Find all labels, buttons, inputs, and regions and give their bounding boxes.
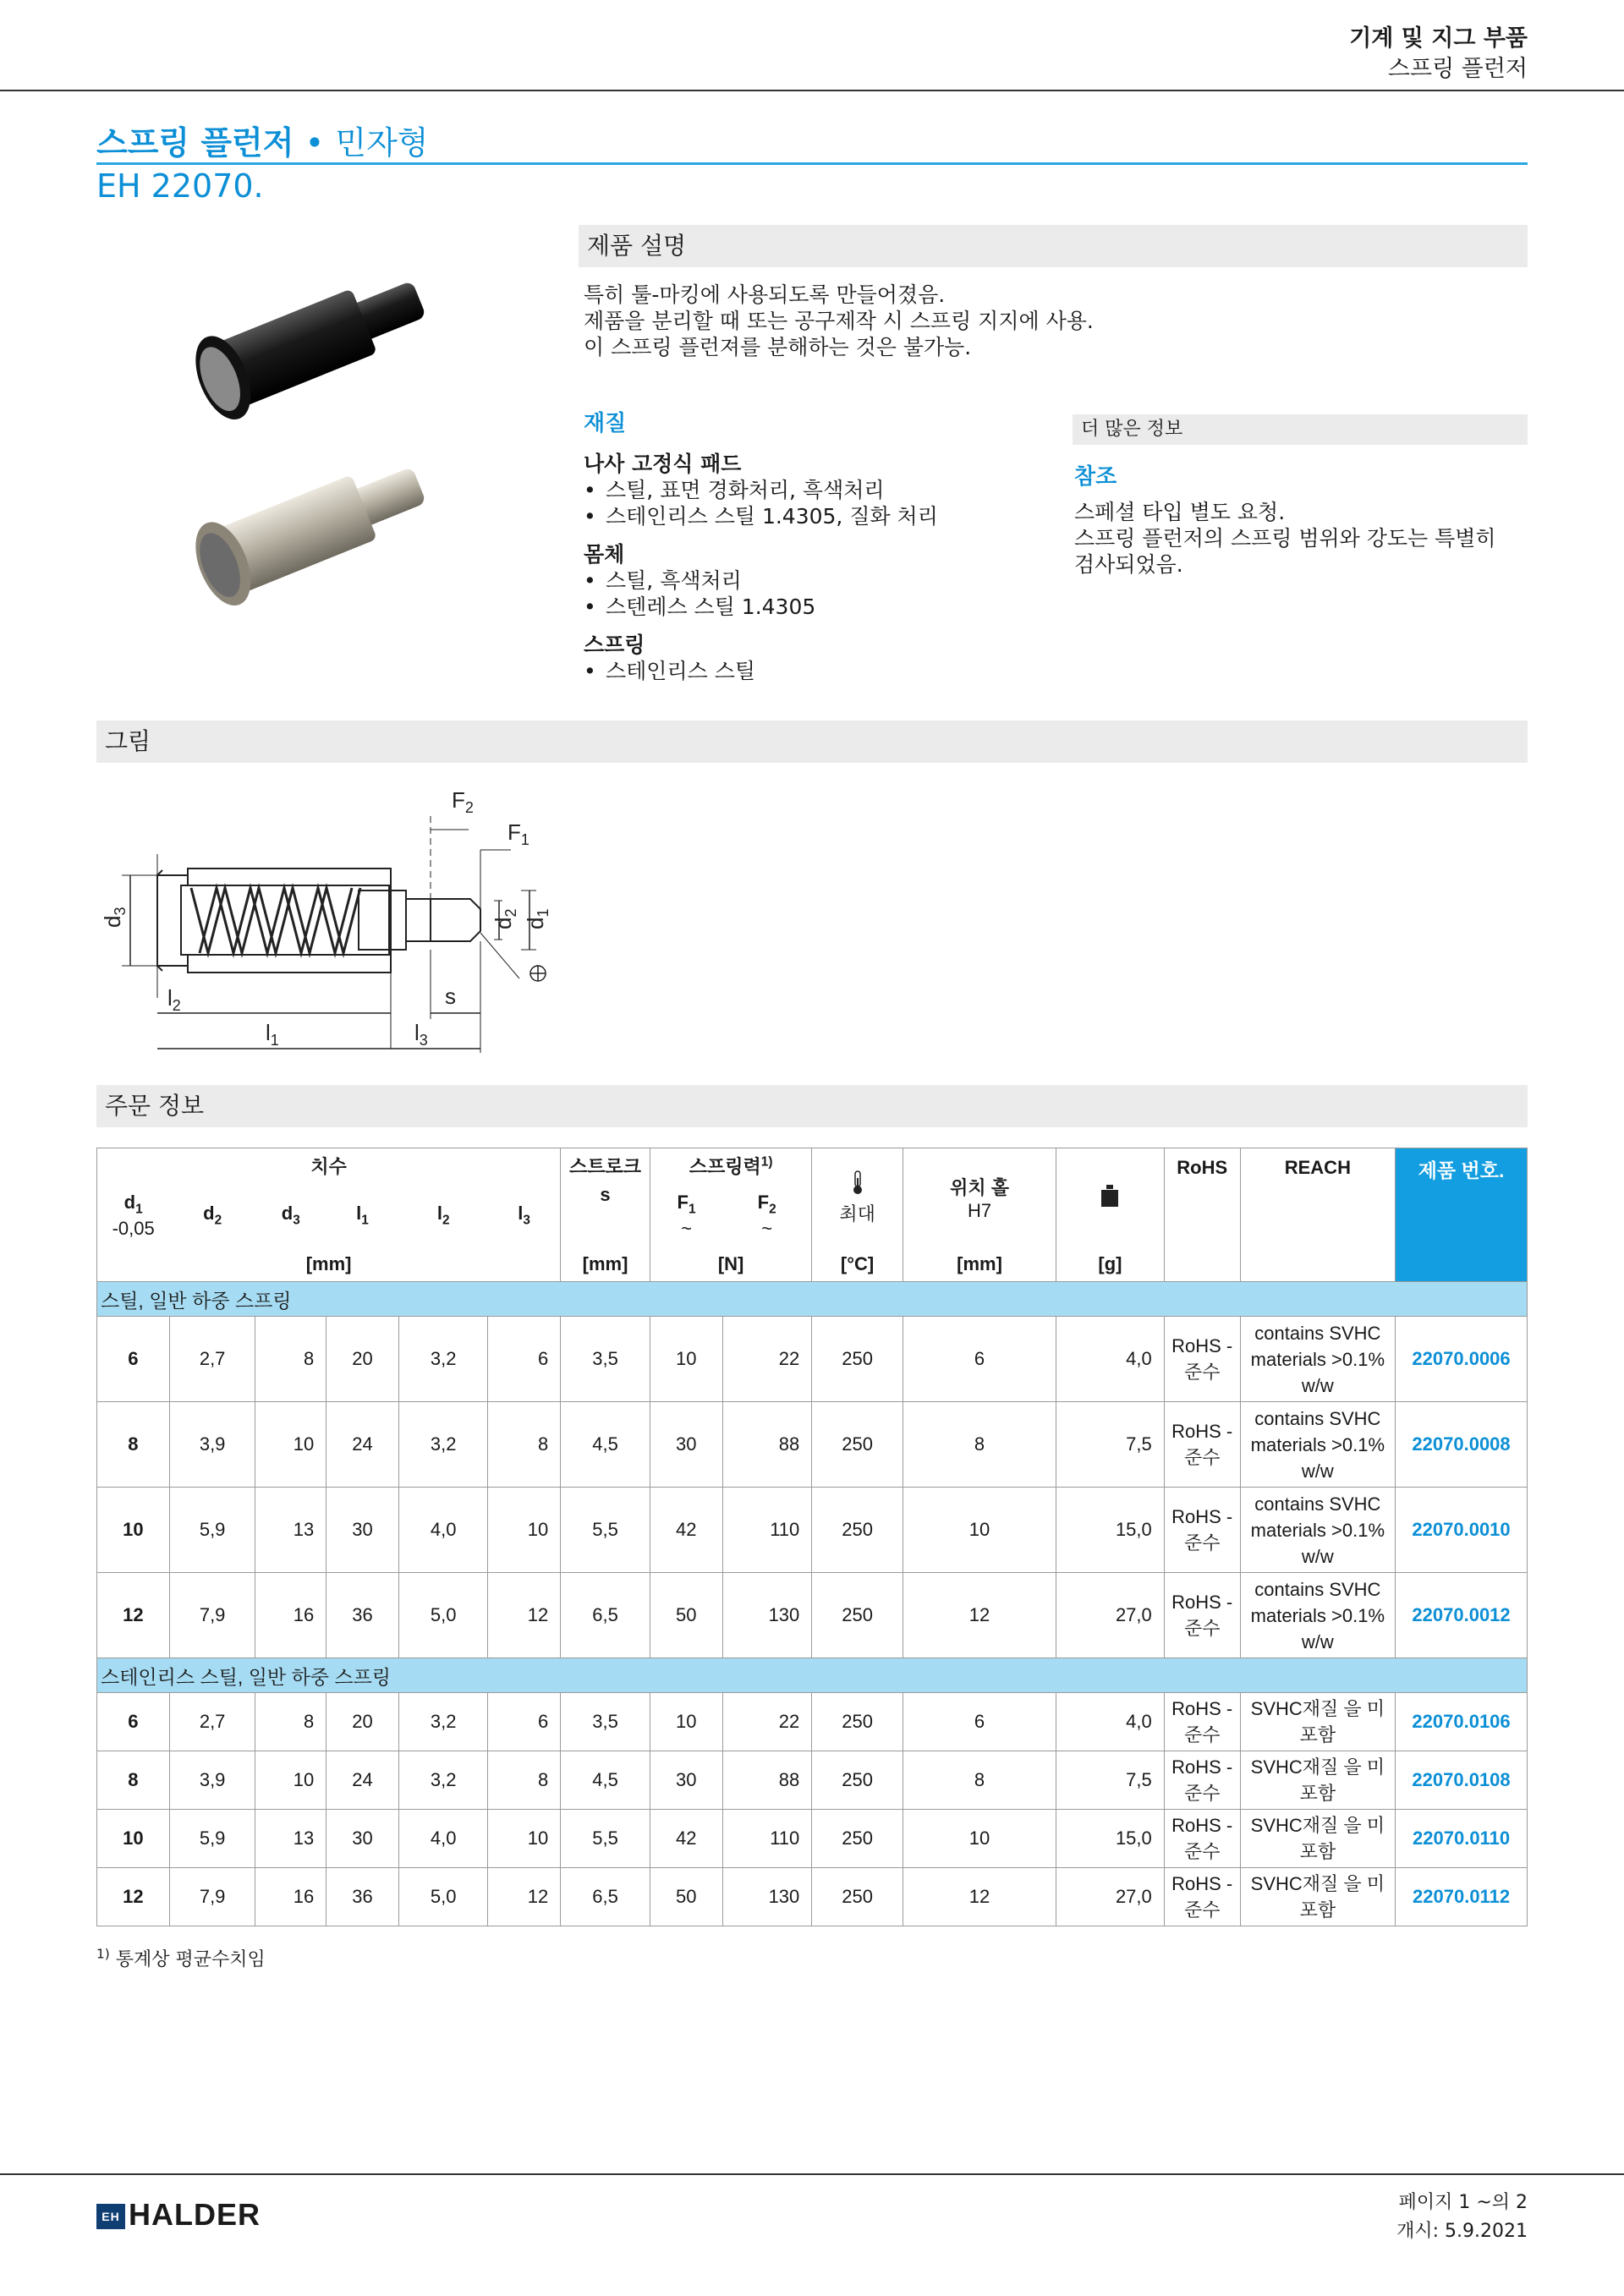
cell-no[interactable]: 22070.0112: [1396, 1868, 1528, 1926]
d3-header: $d_3$: [255, 1184, 326, 1248]
label-f1: $F_1$: [508, 819, 529, 848]
reach-header: REACH: [1240, 1148, 1395, 1282]
cell-temp: 250: [812, 1693, 903, 1751]
description-line: 이 스프링 플런져를 분해하는 것은 불가능.: [584, 335, 972, 359]
cell-d3: 16: [255, 1573, 326, 1658]
cell-hole: 8: [903, 1751, 1056, 1810]
cell-d3: 13: [255, 1488, 326, 1573]
cell-rohs: RoHS - 준수: [1164, 1751, 1240, 1810]
header-divider: [0, 90, 1624, 91]
label-f2: $F_2$: [452, 787, 474, 816]
cell-temp: 250: [812, 1810, 903, 1868]
product-no-header: 제품 번호.: [1396, 1148, 1528, 1282]
weight-unit: [g]: [1056, 1248, 1165, 1282]
cell-temp: 250: [812, 1573, 903, 1658]
footnote: $^{1)}$ 통계상 평균수치임: [96, 1946, 266, 1970]
stroke-s-header: s: [561, 1184, 650, 1248]
cell-l1: 30: [326, 1810, 399, 1868]
cell-reach: SVHC재질 을 미포함: [1240, 1868, 1395, 1926]
cell-rohs: RoHS - 준수: [1164, 1810, 1240, 1868]
cell-l2: 3,2: [398, 1751, 488, 1810]
rohs-header: RoHS: [1164, 1148, 1240, 1282]
label-d1: $d_1$: [523, 908, 551, 929]
cell-rohs: RoHS - 준수: [1164, 1488, 1240, 1573]
cell-rohs: RoHS - 준수: [1164, 1573, 1240, 1658]
label-l1: $l_1$: [266, 1020, 279, 1049]
cell-weight: 27,0: [1056, 1868, 1165, 1926]
cell-f2: 110: [722, 1810, 812, 1868]
cell-f2: 88: [722, 1751, 812, 1810]
cell-d2: 7,9: [169, 1573, 255, 1658]
l3-header: $l_3$: [488, 1184, 561, 1248]
cell-d2: 3,9: [169, 1402, 255, 1488]
cell-l1: 20: [326, 1317, 399, 1402]
cell-d1: 6: [97, 1317, 170, 1402]
stroke-unit: [mm]: [561, 1248, 650, 1282]
thermometer-icon: [851, 1170, 864, 1195]
cell-temp: 250: [812, 1402, 903, 1488]
document-category: [1349, 24, 1528, 85]
f2-header: $F_2$ ~: [722, 1184, 812, 1248]
cell-l2: 3,2: [398, 1402, 488, 1488]
material-heading: 재질: [584, 411, 627, 436]
spring-plunger-image: [186, 254, 491, 693]
cell-l3: 10: [488, 1488, 561, 1573]
cell-temp: 250: [812, 1751, 903, 1810]
order-table: [96, 1148, 1528, 1926]
cell-d1: 6: [97, 1693, 170, 1751]
note-line: 스페셜 타입 별도 요청.: [1074, 500, 1286, 524]
cell-weight: 4,0: [1056, 1317, 1165, 1402]
l1-header: $l_1$: [326, 1184, 399, 1248]
cell-no[interactable]: 22070.0008: [1396, 1402, 1528, 1488]
cell-f2: 130: [722, 1868, 812, 1926]
hole-unit: [mm]: [903, 1248, 1056, 1282]
cell-hole: 10: [903, 1488, 1056, 1573]
drawing-heading: 그림: [96, 721, 1528, 763]
cell-d2: 3,9: [169, 1751, 255, 1810]
cell-d2: 5,9: [169, 1810, 255, 1868]
cell-temp: 250: [812, 1868, 903, 1926]
label-d3: $d_3$: [100, 907, 129, 928]
cell-l2: 4,0: [398, 1488, 488, 1573]
cell-f1: 42: [650, 1488, 722, 1573]
cell-hole: 12: [903, 1868, 1056, 1926]
cell-hole: 6: [903, 1317, 1056, 1402]
table-row: [97, 1317, 1528, 1402]
cell-no[interactable]: 22070.0006: [1396, 1317, 1528, 1402]
table-row: [97, 1693, 1528, 1751]
group-row: [97, 1282, 1528, 1317]
table-row: [97, 1868, 1528, 1926]
cell-f2: 88: [722, 1402, 812, 1488]
cell-weight: 15,0: [1056, 1810, 1165, 1868]
more-info-heading: 더 많은 정보: [1073, 414, 1528, 445]
product-description-heading: 제품 설명: [579, 225, 1528, 267]
cell-hole: 12: [903, 1573, 1056, 1658]
dims-header: 치수: [97, 1148, 561, 1184]
logo-mark-icon: EH: [96, 2204, 125, 2229]
cell-f2: 22: [722, 1693, 812, 1751]
cell-f2: 130: [722, 1573, 812, 1658]
material-group-title: 스프링: [584, 633, 645, 657]
label-l3: $l_3$: [414, 1020, 428, 1049]
product-name: 스프링 플런저: [96, 124, 294, 162]
group-row: [97, 1658, 1528, 1693]
halder-logo: EH HALDER: [96, 2197, 261, 2233]
cell-l3: 8: [488, 1402, 561, 1488]
cell-l3: 10: [488, 1810, 561, 1868]
cell-reach: contains SVHC materials >0.1% w/w: [1240, 1573, 1395, 1658]
cell-l1: 24: [326, 1402, 399, 1488]
cell-l3: 6: [488, 1317, 561, 1402]
cell-d2: 2,7: [169, 1317, 255, 1402]
cell-f1: 10: [650, 1693, 722, 1751]
cell-l1: 36: [326, 1573, 399, 1658]
material-item: • 스틸, 흑색처리: [584, 567, 938, 594]
cell-weight: 7,5: [1056, 1751, 1165, 1810]
hole-header: 위치 홀 H7: [903, 1148, 1056, 1248]
order-info-heading: 주문 정보: [96, 1085, 1528, 1127]
cell-reach: contains SVHC materials >0.1% w/w: [1240, 1317, 1395, 1402]
label-l2: $l_2$: [167, 985, 181, 1014]
cell-reach: SVHC재질 을 미포함: [1240, 1751, 1395, 1810]
dimension-drawing: [96, 782, 570, 1070]
cell-weight: 7,5: [1056, 1402, 1165, 1488]
cell-weight: 4,0: [1056, 1693, 1165, 1751]
cell-d1: 8: [97, 1751, 170, 1810]
table-row: [97, 1488, 1528, 1573]
cell-temp: 250: [812, 1488, 903, 1573]
cell-l3: 12: [488, 1868, 561, 1926]
table-row: [97, 1810, 1528, 1868]
cell-d3: 8: [255, 1317, 326, 1402]
cell-d3: 16: [255, 1868, 326, 1926]
cell-d3: 10: [255, 1751, 326, 1810]
group-title: 스틸, 일반 하중 스프링: [97, 1282, 1528, 1317]
material-group-title: 나사 고정식 패드: [584, 452, 742, 476]
cell-no[interactable]: 22070.0110: [1396, 1810, 1528, 1868]
table-row: [97, 1402, 1528, 1488]
cell-l2: 5,0: [398, 1868, 488, 1926]
weight-header: [1056, 1148, 1165, 1248]
cell-s: 4,5: [561, 1751, 650, 1810]
cell-f1: 50: [650, 1573, 722, 1658]
subcategory-label: 스프링 플런저: [1387, 56, 1528, 82]
cell-reach: SVHC재질 을 미포함: [1240, 1693, 1395, 1751]
note-line: 검사되었음.: [1074, 552, 1183, 577]
f1-header: $F_1$ ~: [650, 1184, 722, 1248]
product-description: [584, 282, 1094, 360]
cell-d2: 7,9: [169, 1868, 255, 1926]
cell-s: 4,5: [561, 1402, 650, 1488]
d1-header: $d_1$ -0,05: [97, 1184, 170, 1248]
note-heading: 참조: [1074, 464, 1117, 490]
cell-s: 5,5: [561, 1488, 650, 1573]
page-number: 페이지 1 ~의 2: [1398, 2192, 1528, 2213]
l2-header: $l_2$: [398, 1184, 488, 1248]
page-info: [1396, 2189, 1528, 2246]
label-d2: $d_2$: [491, 908, 519, 929]
product-photos: [186, 254, 491, 693]
material-group-title: 몸체: [584, 542, 625, 567]
cell-reach: contains SVHC materials >0.1% w/w: [1240, 1488, 1395, 1573]
stroke-header: 스트로크: [561, 1148, 650, 1184]
footer-divider: [0, 2173, 1624, 2175]
cell-s: 6,5: [561, 1868, 650, 1926]
table-row: [97, 1751, 1528, 1810]
table-row: [97, 1573, 1528, 1658]
cell-s: 5,5: [561, 1810, 650, 1868]
cell-f2: 22: [722, 1317, 812, 1402]
cell-weight: 27,0: [1056, 1573, 1165, 1658]
more-info-text: [1074, 499, 1496, 578]
force-unit: [N]: [650, 1248, 811, 1282]
cell-hole: 8: [903, 1402, 1056, 1488]
cell-l1: 24: [326, 1751, 399, 1810]
force-header: 스프링력$^{1)}$: [650, 1148, 811, 1184]
cell-l3: 6: [488, 1693, 561, 1751]
description-line: 특히 툴-마킹에 사용되도록 만들어졌음.: [584, 282, 946, 307]
cell-d1: 10: [97, 1810, 170, 1868]
issue-date: 개시: 5.9.2021: [1396, 2221, 1528, 2242]
cell-d3: 8: [255, 1693, 326, 1751]
category-label: 기계 및 지그 부품: [1349, 25, 1528, 52]
cell-no[interactable]: 22070.0010: [1396, 1488, 1528, 1573]
cell-temp: 250: [812, 1317, 903, 1402]
cell-l1: 36: [326, 1868, 399, 1926]
cell-f1: 50: [650, 1868, 722, 1926]
cell-no[interactable]: 22070.0012: [1396, 1573, 1528, 1658]
dims-unit: [mm]: [97, 1248, 561, 1282]
page-title: [96, 117, 429, 163]
cell-f2: 110: [722, 1488, 812, 1573]
cell-d3: 10: [255, 1402, 326, 1488]
cell-f1: 42: [650, 1810, 722, 1868]
technical-drawing: [96, 782, 570, 1070]
weight-icon: [1100, 1185, 1119, 1207]
cell-rohs: RoHS - 준수: [1164, 1868, 1240, 1926]
cell-reach: SVHC재질 을 미포함: [1240, 1810, 1395, 1868]
cell-d3: 13: [255, 1810, 326, 1868]
description-line: 제품을 분리할 때 또는 공구제작 시 스프링 지지에 사용.: [584, 309, 1094, 333]
cell-s: 3,5: [561, 1693, 650, 1751]
cell-f1: 30: [650, 1402, 722, 1488]
material-list: [584, 451, 938, 684]
product-code: EH 22070.: [96, 167, 264, 205]
cell-no[interactable]: 22070.0106: [1396, 1693, 1528, 1751]
cell-l3: 12: [488, 1573, 561, 1658]
title-separator: •: [304, 124, 325, 162]
order-table-body: [97, 1282, 1528, 1926]
group-title: 스테인리스 스틸, 일반 하중 스프링: [97, 1658, 1528, 1693]
cell-d1: 12: [97, 1573, 170, 1658]
title-rule: [96, 162, 1528, 165]
material-item: • 스테인리스 스틸: [584, 658, 938, 684]
cell-f1: 30: [650, 1751, 722, 1810]
cell-l2: 3,2: [398, 1693, 488, 1751]
cell-d2: 2,7: [169, 1693, 255, 1751]
cell-hole: 6: [903, 1693, 1056, 1751]
cell-d1: 12: [97, 1868, 170, 1926]
cell-hole: 10: [903, 1810, 1056, 1868]
material-item: • 스테인리스 스틸 1.4305, 질화 처리: [584, 503, 938, 529]
cell-rohs: RoHS - 준수: [1164, 1693, 1240, 1751]
cell-weight: 15,0: [1056, 1488, 1165, 1573]
note-line: 스프링 플런저의 스프링 범위와 강도는 특별히: [1074, 526, 1496, 551]
cell-l1: 20: [326, 1693, 399, 1751]
cell-rohs: RoHS - 준수: [1164, 1402, 1240, 1488]
label-s: s: [445, 984, 456, 1009]
cell-d2: 5,9: [169, 1488, 255, 1573]
d2-header: $d_2$: [169, 1184, 255, 1248]
cell-d1: 10: [97, 1488, 170, 1573]
cell-l2: 5,0: [398, 1573, 488, 1658]
cell-f1: 10: [650, 1317, 722, 1402]
cell-l2: 3,2: [398, 1317, 488, 1402]
cell-l1: 30: [326, 1488, 399, 1573]
product-variant: 민자형: [335, 124, 429, 162]
cell-s: 6,5: [561, 1573, 650, 1658]
cell-rohs: RoHS - 준수: [1164, 1317, 1240, 1402]
cell-no[interactable]: 22070.0108: [1396, 1751, 1528, 1810]
cell-d1: 8: [97, 1402, 170, 1488]
cell-l2: 4,0: [398, 1810, 488, 1868]
temp-unit: [°C]: [812, 1248, 903, 1282]
cell-l3: 8: [488, 1751, 561, 1810]
material-item: • 스틸, 표면 경화처리, 흑색처리: [584, 477, 938, 503]
cell-reach: contains SVHC materials >0.1% w/w: [1240, 1402, 1395, 1488]
material-item: • 스텐레스 스틸 1.4305: [584, 594, 938, 620]
temp-header: 최대: [812, 1148, 903, 1248]
cell-s: 3,5: [561, 1317, 650, 1402]
